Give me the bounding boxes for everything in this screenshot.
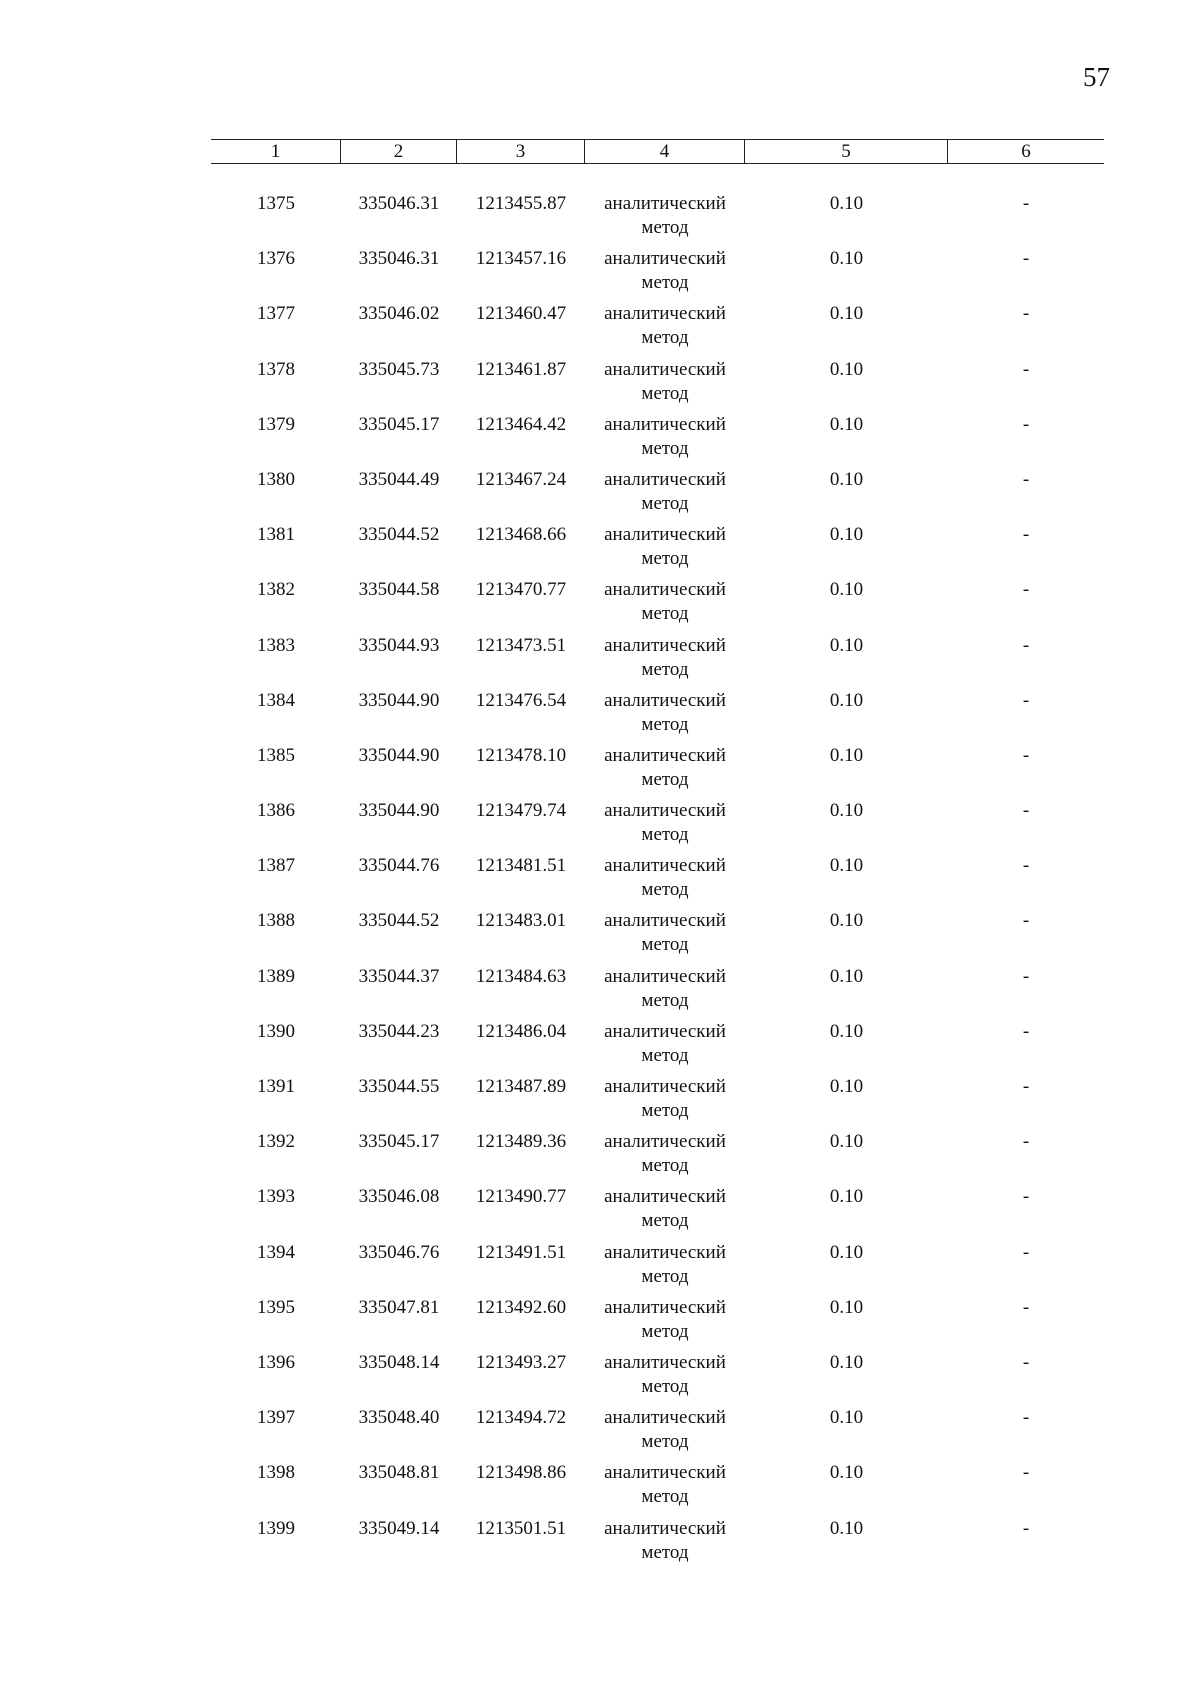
method-cell xyxy=(585,854,745,909)
y-coordinate-cell: 1213489.36 xyxy=(475,1131,567,1153)
method-line-2: метод xyxy=(641,1044,689,1066)
table-row xyxy=(211,1130,1104,1185)
method-cell xyxy=(585,413,745,468)
point-number-cell: 1393 xyxy=(257,1186,295,1208)
table-row xyxy=(211,854,1104,909)
method-cell xyxy=(585,247,745,302)
method-line-2: метод xyxy=(641,1375,689,1397)
method-cell xyxy=(585,965,745,1020)
method-cell xyxy=(585,302,745,357)
column-header-6: 6 xyxy=(1021,140,1031,162)
table-row xyxy=(211,192,1104,247)
table-row xyxy=(211,1406,1104,1461)
point-number-cell: 1390 xyxy=(257,1020,295,1042)
method-line-1: аналитический xyxy=(604,358,726,380)
note-cell: - xyxy=(1022,689,1030,711)
point-number-cell: 1386 xyxy=(257,800,295,822)
method-cell xyxy=(585,909,745,964)
x-coordinate-cell: 335044.76 xyxy=(358,855,440,877)
note-cell: - xyxy=(1022,413,1030,435)
method-line-1: аналитический xyxy=(604,1517,726,1539)
method-cell xyxy=(585,192,745,247)
note-cell: - xyxy=(1022,1020,1030,1042)
method-line-1: аналитический xyxy=(604,910,726,932)
accuracy-cell: 0.10 xyxy=(829,1131,864,1153)
table-row xyxy=(211,634,1104,689)
accuracy-cell: 0.10 xyxy=(829,1462,864,1484)
y-coordinate-cell: 1213486.04 xyxy=(475,1020,567,1042)
note-cell: - xyxy=(1022,744,1030,766)
y-coordinate-cell: 1213492.60 xyxy=(475,1296,567,1318)
method-line-1: аналитический xyxy=(604,1076,726,1097)
point-number-cell: 1396 xyxy=(257,1351,295,1373)
method-line-1: аналитический xyxy=(604,1186,726,1208)
point-number-cell: 1380 xyxy=(257,468,295,490)
x-coordinate-cell: 335044.90 xyxy=(358,689,440,711)
method-cell xyxy=(585,689,745,744)
point-number-cell: 1379 xyxy=(257,413,295,435)
x-coordinate-cell: 335047.81 xyxy=(358,1296,440,1318)
x-coordinate-cell: 335049.14 xyxy=(358,1517,440,1539)
note-cell: - xyxy=(1022,524,1030,546)
method-line-2: метод xyxy=(641,713,689,735)
accuracy-cell: 0.10 xyxy=(829,468,864,490)
y-coordinate-cell: 1213498.86 xyxy=(475,1462,567,1484)
method-line-2: метод xyxy=(641,989,689,1011)
table-row xyxy=(211,1020,1104,1075)
method-line-2: метод xyxy=(641,1100,689,1121)
method-line-2: метод xyxy=(641,879,689,901)
point-number-cell: 1391 xyxy=(257,1076,295,1097)
column-header-3: 3 xyxy=(457,140,585,163)
x-coordinate-cell: 335046.76 xyxy=(358,1241,440,1263)
method-cell xyxy=(585,744,745,799)
method-line-1: аналитический xyxy=(604,1020,726,1042)
method-line-2: метод xyxy=(641,1320,689,1342)
point-number-cell: 1394 xyxy=(257,1241,295,1263)
accuracy-cell: 0.10 xyxy=(829,1296,864,1318)
x-coordinate-cell: 335045.73 xyxy=(358,358,440,380)
method-cell xyxy=(585,634,745,689)
point-number-cell: 1384 xyxy=(257,689,295,711)
x-coordinate-cell: 335048.81 xyxy=(358,1462,440,1484)
method-line-1: аналитический xyxy=(604,413,726,435)
x-coordinate-cell: 335048.40 xyxy=(358,1407,440,1429)
y-coordinate-cell: 1213491.51 xyxy=(475,1241,567,1263)
point-number-cell: 1389 xyxy=(257,965,295,987)
method-line-2: метод xyxy=(641,603,689,625)
method-cell xyxy=(585,1296,745,1351)
x-coordinate-cell: 335044.93 xyxy=(358,634,440,656)
table-row xyxy=(211,468,1104,523)
point-number-cell: 1377 xyxy=(257,303,295,325)
method-line-2: метод xyxy=(641,1265,689,1287)
accuracy-cell: 0.10 xyxy=(829,910,864,932)
note-cell: - xyxy=(1022,910,1030,932)
method-cell xyxy=(585,468,745,523)
method-line-2: метод xyxy=(641,492,689,514)
point-number-cell: 1383 xyxy=(257,634,295,656)
x-coordinate-cell: 335044.49 xyxy=(358,468,440,490)
point-number-cell: 1388 xyxy=(257,910,295,932)
x-coordinate-cell: 335044.90 xyxy=(358,800,440,822)
accuracy-cell: 0.10 xyxy=(829,1351,864,1373)
point-number-cell: 1376 xyxy=(257,248,295,270)
table-header xyxy=(211,139,1104,164)
x-coordinate-cell: 335044.90 xyxy=(358,744,440,766)
method-line-2: метод xyxy=(641,272,689,294)
y-coordinate-cell: 1213464.42 xyxy=(475,413,567,435)
table-row xyxy=(211,523,1104,578)
table-row xyxy=(211,1351,1104,1406)
method-line-2: метод xyxy=(641,437,689,459)
method-line-1: аналитический xyxy=(604,689,726,711)
table-row xyxy=(211,247,1104,302)
point-number-cell: 1398 xyxy=(257,1462,295,1484)
y-coordinate-cell: 1213457.16 xyxy=(475,248,567,270)
y-coordinate-cell: 1213490.77 xyxy=(475,1186,567,1208)
method-line-1: аналитический xyxy=(604,193,726,214)
x-coordinate-cell: 335045.17 xyxy=(358,413,440,435)
note-cell: - xyxy=(1022,855,1030,877)
point-number-cell: 1375 xyxy=(257,193,295,214)
accuracy-cell: 0.10 xyxy=(829,855,864,877)
y-coordinate-cell: 1213461.87 xyxy=(475,358,567,380)
accuracy-cell: 0.10 xyxy=(829,634,864,656)
method-line-2: метод xyxy=(641,824,689,846)
note-cell: - xyxy=(1022,1296,1030,1318)
column-header-5: 5 xyxy=(745,140,948,163)
x-coordinate-cell: 335044.23 xyxy=(358,1020,440,1042)
point-number-cell: 1382 xyxy=(257,579,295,601)
method-line-1: аналитический xyxy=(604,800,726,822)
table-row xyxy=(211,1075,1104,1130)
table-row xyxy=(211,799,1104,854)
method-cell xyxy=(585,799,745,854)
method-cell xyxy=(585,1517,745,1572)
table-row xyxy=(211,358,1104,413)
note-cell: - xyxy=(1022,1407,1030,1429)
note-cell: - xyxy=(1022,579,1030,601)
column-header-1: 1 xyxy=(211,140,341,163)
method-line-2: метод xyxy=(641,1210,689,1232)
y-coordinate-cell: 1213460.47 xyxy=(475,303,567,325)
method-line-2: метод xyxy=(641,327,689,349)
method-line-1: аналитический xyxy=(604,634,726,656)
table-row xyxy=(211,689,1104,744)
y-coordinate-cell: 1213467.24 xyxy=(475,468,567,490)
table-row xyxy=(211,578,1104,633)
page-number: 57 xyxy=(1083,62,1110,92)
y-coordinate-cell: 1213455.87 xyxy=(475,193,567,214)
column-header-4: 4 xyxy=(585,140,745,163)
table-row xyxy=(211,1185,1104,1240)
y-coordinate-cell: 1213487.89 xyxy=(475,1076,567,1097)
accuracy-cell: 0.10 xyxy=(829,689,864,711)
y-coordinate-cell: 1213470.77 xyxy=(475,579,567,601)
method-line-1: аналитический xyxy=(604,1462,726,1484)
y-coordinate-cell: 1213483.01 xyxy=(475,910,567,932)
method-line-1: аналитический xyxy=(604,1131,726,1153)
x-coordinate-cell: 335046.31 xyxy=(358,193,440,214)
accuracy-cell: 0.10 xyxy=(829,413,864,435)
table-body xyxy=(211,192,1104,1572)
table-row xyxy=(211,1296,1104,1351)
y-coordinate-cell: 1213481.51 xyxy=(475,855,567,877)
method-line-1: аналитический xyxy=(604,1351,726,1373)
note-cell: - xyxy=(1022,468,1030,490)
accuracy-cell: 0.10 xyxy=(829,1186,864,1208)
table-row xyxy=(211,1517,1104,1572)
note-cell: - xyxy=(1022,358,1030,380)
note-cell: - xyxy=(1022,303,1030,325)
note-cell: - xyxy=(1022,965,1030,987)
method-line-1: аналитический xyxy=(604,965,726,987)
method-cell xyxy=(585,1130,745,1185)
accuracy-cell: 0.10 xyxy=(829,1407,864,1429)
method-cell xyxy=(585,1461,745,1516)
x-coordinate-cell: 335044.52 xyxy=(358,524,440,546)
y-coordinate-cell: 1213473.51 xyxy=(475,634,567,656)
method-line-1: аналитический xyxy=(604,1241,726,1263)
method-line-1: аналитический xyxy=(604,524,726,546)
method-line-2: метод xyxy=(641,658,689,680)
method-line-2: метод xyxy=(641,768,689,790)
note-cell: - xyxy=(1022,1131,1030,1153)
point-number-cell: 1385 xyxy=(257,744,295,766)
table-row xyxy=(211,1241,1104,1296)
y-coordinate-cell: 1213479.74 xyxy=(475,800,567,822)
accuracy-cell: 0.10 xyxy=(829,248,864,270)
note-cell: - xyxy=(1022,1351,1030,1373)
x-coordinate-cell: 335044.58 xyxy=(358,579,440,601)
table-row xyxy=(211,1461,1104,1516)
accuracy-cell: 0.10 xyxy=(829,1076,864,1097)
column-header-2: 2 xyxy=(341,140,457,163)
table-row xyxy=(211,744,1104,799)
method-line-2: метод xyxy=(641,1155,689,1177)
x-coordinate-cell: 335046.02 xyxy=(358,303,440,325)
method-line-1: аналитический xyxy=(604,855,726,877)
method-line-1: аналитический xyxy=(604,468,726,490)
point-number-cell: 1381 xyxy=(257,524,295,546)
y-coordinate-cell: 1213494.72 xyxy=(475,1407,567,1429)
method-line-1: аналитический xyxy=(604,744,726,766)
method-line-2: метод xyxy=(641,1486,689,1508)
method-line-1: аналитический xyxy=(604,303,726,325)
note-cell: - xyxy=(1022,193,1030,214)
accuracy-cell: 0.10 xyxy=(829,1241,864,1263)
accuracy-cell: 0.10 xyxy=(829,965,864,987)
table-row xyxy=(211,965,1104,1020)
note-cell: - xyxy=(1022,1241,1030,1263)
note-cell: - xyxy=(1022,1076,1030,1097)
y-coordinate-cell: 1213468.66 xyxy=(475,524,567,546)
accuracy-cell: 0.10 xyxy=(829,524,864,546)
method-cell xyxy=(585,1020,745,1075)
x-coordinate-cell: 335046.31 xyxy=(358,248,440,270)
point-number-cell: 1378 xyxy=(257,358,295,380)
method-cell xyxy=(585,578,745,633)
x-coordinate-cell: 335044.55 xyxy=(358,1076,440,1097)
note-cell: - xyxy=(1022,1186,1030,1208)
x-coordinate-cell: 335045.17 xyxy=(358,1131,440,1153)
method-cell xyxy=(585,523,745,578)
note-cell: - xyxy=(1022,800,1030,822)
x-coordinate-cell: 335044.37 xyxy=(358,965,440,987)
accuracy-cell: 0.10 xyxy=(829,193,864,214)
method-cell xyxy=(585,1241,745,1296)
method-line-2: метод xyxy=(641,217,689,238)
accuracy-cell: 0.10 xyxy=(829,579,864,601)
point-number-cell: 1399 xyxy=(257,1517,295,1539)
accuracy-cell: 0.10 xyxy=(829,303,864,325)
accuracy-cell: 0.10 xyxy=(829,800,864,822)
y-coordinate-cell: 1213501.51 xyxy=(475,1517,567,1539)
x-coordinate-cell: 335048.14 xyxy=(358,1351,440,1373)
method-line-1: аналитический xyxy=(604,1407,726,1429)
method-cell xyxy=(585,358,745,413)
method-line-1: аналитический xyxy=(604,579,726,601)
note-cell: - xyxy=(1022,1462,1030,1484)
point-number-cell: 1397 xyxy=(257,1407,295,1429)
method-line-2: метод xyxy=(641,1431,689,1453)
accuracy-cell: 0.10 xyxy=(829,358,864,380)
y-coordinate-cell: 1213478.10 xyxy=(475,744,567,766)
method-line-2: метод xyxy=(641,382,689,404)
method-line-2: метод xyxy=(641,548,689,570)
method-line-1: аналитический xyxy=(604,1296,726,1318)
note-cell: - xyxy=(1022,248,1030,270)
table-row xyxy=(211,909,1104,964)
y-coordinate-cell: 1213484.63 xyxy=(475,965,567,987)
table-row xyxy=(211,413,1104,468)
method-cell xyxy=(585,1185,745,1240)
method-line-1: аналитический xyxy=(604,248,726,270)
x-coordinate-cell: 335046.08 xyxy=(358,1186,440,1208)
y-coordinate-cell: 1213493.27 xyxy=(475,1351,567,1373)
note-cell: - xyxy=(1022,634,1030,656)
method-line-2: метод xyxy=(641,934,689,956)
accuracy-cell: 0.10 xyxy=(829,1020,864,1042)
method-cell xyxy=(585,1075,745,1130)
note-cell: - xyxy=(1022,1517,1030,1539)
method-cell xyxy=(585,1351,745,1406)
method-line-2: метод xyxy=(641,1541,689,1563)
table-row xyxy=(211,302,1104,357)
point-number-cell: 1387 xyxy=(257,855,295,877)
accuracy-cell: 0.10 xyxy=(829,744,864,766)
accuracy-cell: 0.10 xyxy=(829,1517,864,1539)
x-coordinate-cell: 335044.52 xyxy=(358,910,440,932)
point-number-cell: 1392 xyxy=(257,1131,295,1153)
point-number-cell: 1395 xyxy=(257,1296,295,1318)
y-coordinate-cell: 1213476.54 xyxy=(475,689,567,711)
method-cell xyxy=(585,1406,745,1461)
